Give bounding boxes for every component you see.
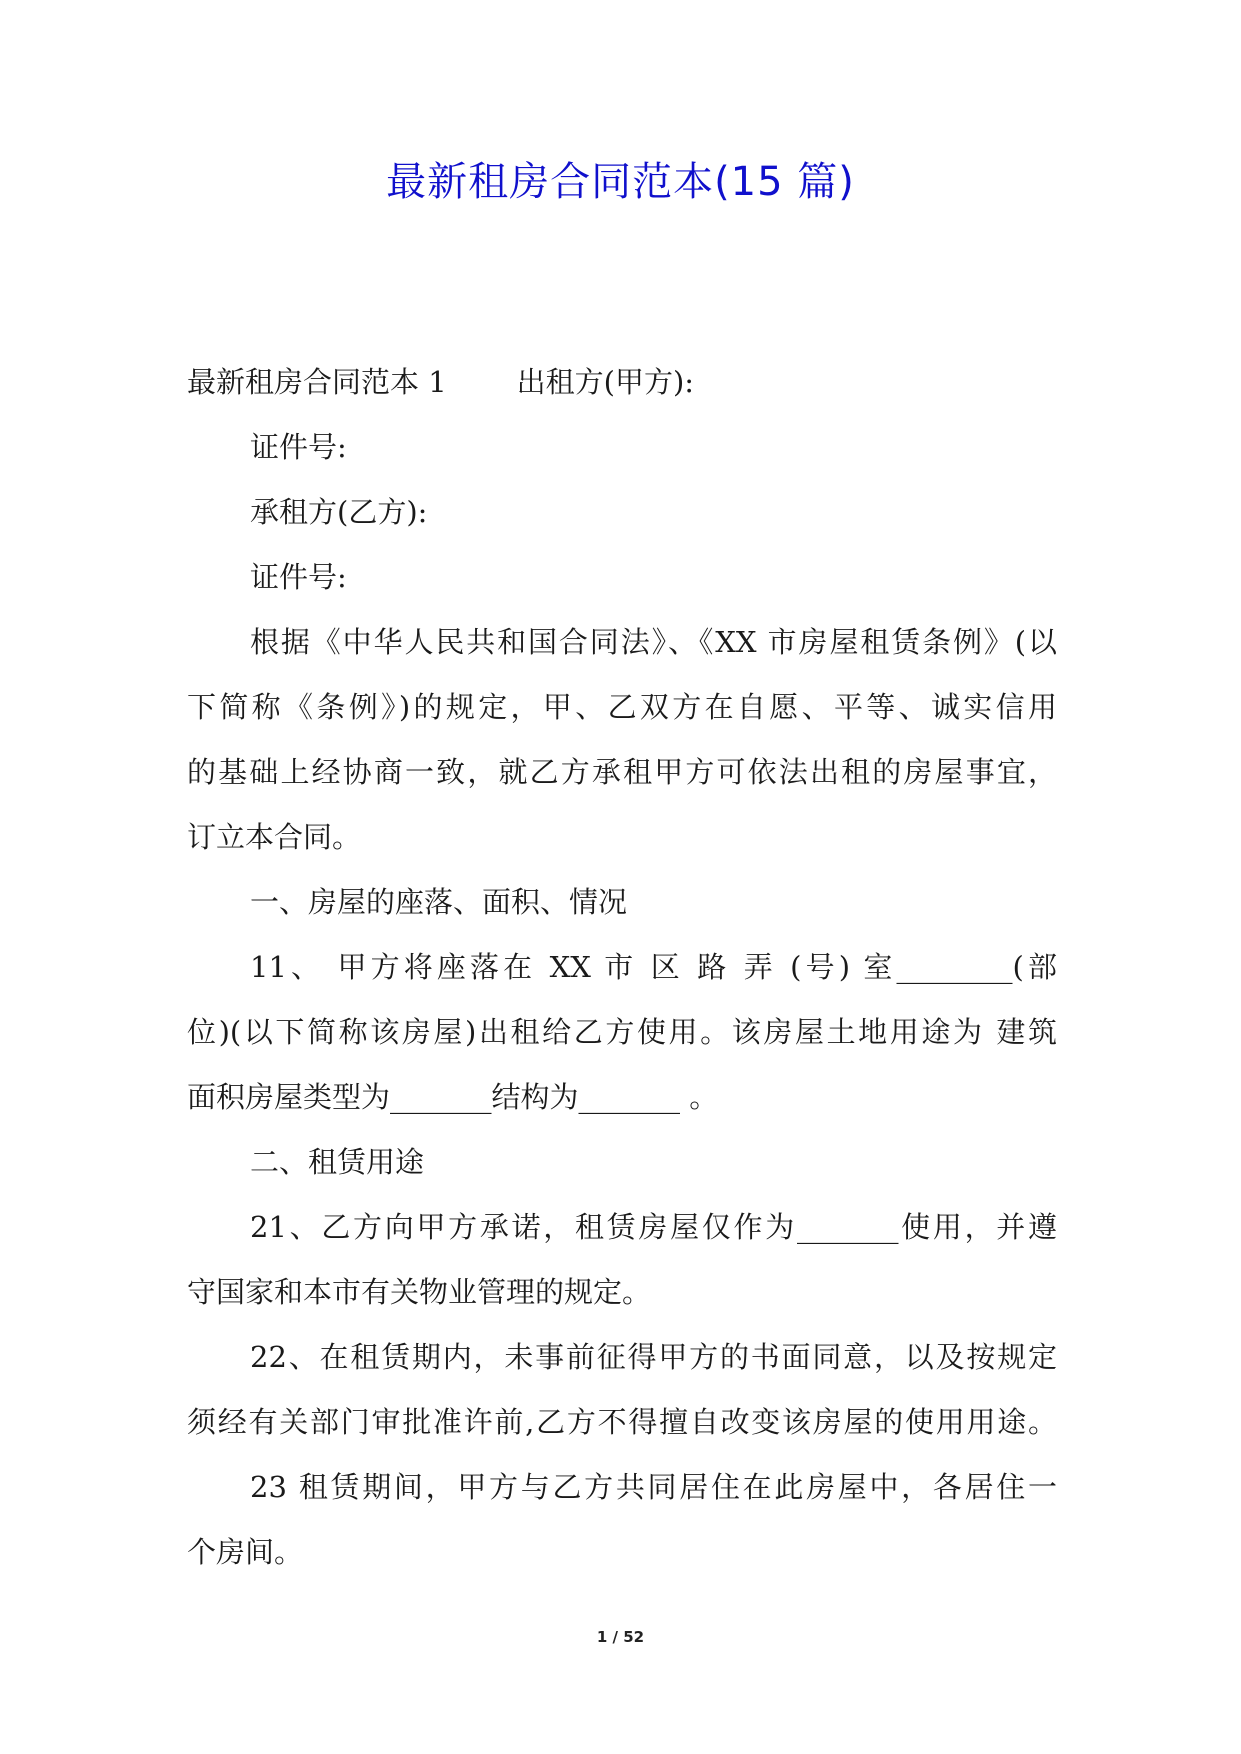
paragraph-line: 面积房屋类型为_______结构为_______ 。 xyxy=(187,1080,719,1114)
section-heading-2: 二、租赁用途 xyxy=(250,1145,425,1179)
section-heading-1: 一、房屋的座落、面积、情况 xyxy=(250,885,628,919)
paragraph-line: 订立本合同。 xyxy=(187,820,362,854)
paragraph-line: 证件号: xyxy=(250,430,347,464)
paragraph-line: 位)(以下简称该房屋)出租给乙方使用。该房屋土地用途为 建筑 xyxy=(187,1015,1057,1049)
lessor-label: 出租方(甲方): xyxy=(516,365,695,399)
paragraph-line: 11、 甲方将座落在 XX 市 区 路 弄 (号) 室________(部 xyxy=(250,950,1057,984)
paragraph-line: 22、在租赁期内，未事前征得甲方的书面同意，以及按规定 xyxy=(250,1340,1057,1374)
paragraph-line: 个房间。 xyxy=(187,1535,304,1569)
document-title: 最新租房合同范本(15 篇) xyxy=(386,159,855,205)
section-heading-line xyxy=(187,350,1057,415)
paragraph-line: 的基础上经协商一致，就乙方承租甲方可依法出租的房屋事宜， xyxy=(187,755,1057,789)
document-body xyxy=(187,350,1057,1585)
paragraph-line: 守国家和本市有关物业管理的规定。 xyxy=(187,1275,652,1309)
paragraph-line: 下简称《条例》)的规定，甲、乙双方在自愿、平等、诚实信用 xyxy=(187,690,1057,724)
paragraph-line: 须经有关部门审批准许前,乙方不得擅自改变该房屋的使用用途。 xyxy=(187,1405,1057,1439)
paragraph-line: 23 租赁期间，甲方与乙方共同居住在此房屋中，各居住一 xyxy=(250,1470,1057,1504)
paragraph-line: 承租方(乙方): xyxy=(250,495,428,529)
page-number: 1 / 52 xyxy=(596,1628,645,1646)
paragraph-line: 根据《中华人民共和国合同法》、《XX 市房屋租赁条例》(以 xyxy=(250,625,1057,659)
paragraph-line: 21、乙方向甲方承诺，租赁房屋仅作为_______使用，并遵 xyxy=(250,1210,1057,1244)
paragraph-line: 证件号: xyxy=(250,560,347,594)
section-heading: 最新租房合同范本 1 xyxy=(187,365,447,399)
